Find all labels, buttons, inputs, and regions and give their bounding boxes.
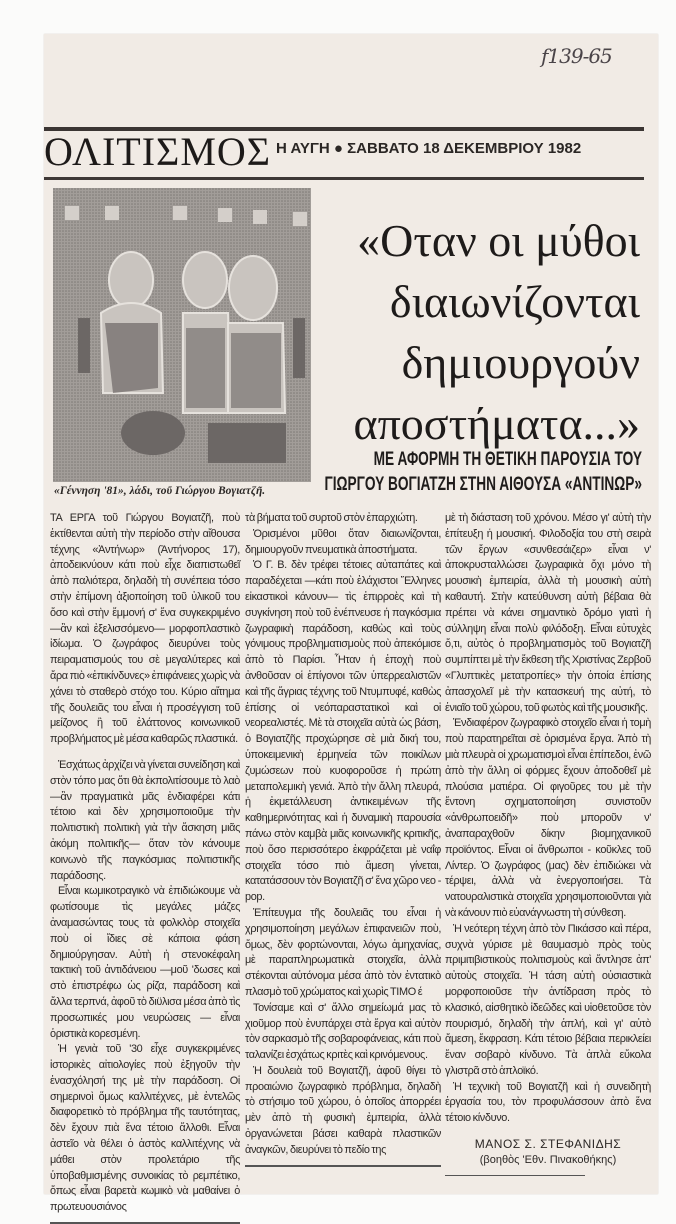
subtitle: [324, 447, 642, 497]
paragraph: Ὁ Γ. Β. δὲν τρέφει τέτοιες αὐταπάτες καὶ παραδέχεται —κάτι ποὺ ἐλάχιστοι Ἕλληνες εἰκαστικοὶ κάνουν— τὶς ἐπιρροὲς καὶ τὴ συγκίνηση ποὺ τοῦ ἐνέπνευσε ἡ παγκόσμια ζωγραφικὴ παράδοση, καθὼς καὶ τοὺς γόνιμους προβληματισμοὺς ποὺ ἀπεκόμισε ἀπὸ τὸ Παρίσι. Ἦταν ἡ ἐποχὴ ποὺ ἀνθοῦσαν οἱ ἐπίγονοι τῶν ὑπερρεαλιστῶν καὶ τῆς ἄγριας τέχνης τοῦ Ντυμπυφέ, καθὼς ἐπίσης οἱ νεόπαραστατικοὶ καὶ οἱ νεορεαλιστές. Μὲ τὰ στοιχεῖα αὐτὰ ὡς βάση, ὁ Βογιατζῆς προχώρησε σὲ μιὰ δική του, ὑποκειμενικὴ ἑρμηνεία τῶν ποικίλων ζυμώσεων ποὺ κυοφοροῦσε ἡ πρώτη μεταπολεμικὴ γενιά. Ἀπὸ τὴν ἄλλη πλευρά, ἡ ἐκμετάλλευση ἀντικειμένων τῆς καθημερινότητας καὶ ἡ δυναμικὴ παρουσία πάνω στὸν καμβὰ μιᾶς κοινωνικῆς κριτικῆς, ποὺ ὅσο περισσότερο ἐκφράζεται μὲ ναΐφ στοιχεῖα τόσο πιὸ ἄμεση γίνεται, κατατάσσουν τὸν Βογιατζῆ σ' ἕνα χῶρο νεο - pop.: [245, 559, 441, 904]
subtitle-line: ΜΕ ΑΦΟΡΜΗ ΤΗ ΘΕΤΙΚΗ ΠΑΡΟΥΣΙΑ ΤΟΥ: [373, 449, 642, 470]
photo-caption: «Γέννηση '81», λάδι, τοῦ Γιώργου Βογιατζῆ.: [54, 485, 266, 497]
paragraph: Ἡ δουλειὰ τοῦ Βογιατζῆ, ἀφοῦ θίγει τὸ προαιώνιο ζωγραφικὸ πρόβλημα, δηλαδὴ τὸ στήσιμο τοῦ χώρου, ὁ ὁποῖος ἀπορρέει μὲν ἀπὸ τὴ φυσικὴ ἐμπειρία, ἀλλὰ ὀργανώνεται βάσει καθαρὰ πλαστικῶν ἀναγκῶν, διευρύνει τὸ πεδίο της: [245, 1064, 441, 1156]
paragraph: Τονίσαμε καὶ σ' ἄλλο σημείωμά μας τὸ χιοῦμορ ποὺ ἐνυπάρχει στὰ ἔργα καὶ αὐτὸν τὸν σαρκασμὸ τῆς σοβαροφάνειας, κάτι ποὺ ταλανίζει ἐσχάτως κριτὲς καὶ κρινόμενους.: [245, 1001, 441, 1062]
paragraph: Ἐπίτευγμα τῆς δουλειᾶς του εἶναι ἡ χρησιμοποίηση μεγάλων ἐπιφανειῶν ποὺ, ὅμως, δὲν φορτώνονται, λόγω ἀμηχανίας, μὲ παραπληρωματικὰ στοιχεῖα, ἀλλὰ στέκονται αὐτόνομα μέσα ἀπὸ τὸν ἐντατικὸ πλασμὸ τοῦ χρώματος καὶ χωρὶς ΤΙΜΟ έ: [245, 906, 441, 998]
headline-line: αποστήματα...»: [353, 398, 640, 449]
paragraph: Ἡ γενιὰ τοῦ '30 εἶχε συγκεκριμένες ἱστορικὲς αἰτιολογίες ποὺ ἐξηγοῦν τὴν ἐνασχόλησή της μὲ τὴν παράδοση. Οἱ σημερινοὶ ὅμως καλλιτέχνες, μὲ ἐντελῶς διαφορετικὸ τὸ πρόβλημα τῆς ταυτότητας, δὲν ἔχουν πιὰ ἕνα τέτοιο ἄλλοθι. Εἶναι ἀστεῖο νὰ θέλει ὁ ἀστὸς καλλιτέχνης νὰ μάθει στὸν προλετάριο τῆς ὑποβαθμισμένης συνοικίας τὸ ρεμπέτικο, ὅπως εἶναι βαρετὰ κωμικὸ νὰ μαθαίνει ὁ πρωτευουσιάνος: [50, 1043, 240, 1214]
headline-line: διαιωνίζονται: [389, 276, 640, 327]
paragraph: Ἡ νεότερη τέχνη ἀπὸ τὸν Πικάσσο καὶ πέρα, συχνὰ γύρισε μὲ θαυμασμὸ πρὸς τοὺς πριμιτιβιστικοὺς πολιτισμοὺς καὶ ἄντλησε ἀπ' αὐτοὺς στοιχεῖα. Ἡ τάση αὐτὴ οὐσιαστικὰ μορφοποιοῦσε τὴν ἀντίδραση πρὸς τὸ κλασικό, αἰσθητικὸ ἰδεῶδες καὶ υἱοθετοῦσε τὸν πουρισμό, δηλαδὴ τὴν ἁπλή, καὶ γι' αὐτὸ ἄμεση, ἔκφραση. Κάτι τέτοιο βέβαια περικλείει ἕναν σοβαρὸ κίνδυνο. Τὰ ἁπλὰ εὔκολα γλιστρᾶ στὸ ἁπλοϊκό.: [445, 922, 651, 1077]
newspaper-clipping: [44, 34, 658, 1214]
masthead-rule-bottom: [44, 177, 644, 180]
paragraph: Ἐσχάτως ἀρχίζει νὰ γίνεται συνείδηση καὶ στὸν τόπο μας ὅτι θὰ ἐκπολιτίσουμε τὸ λαὸ —ἂν πραγματικὰ μᾶς ἐνδιαφέρει κάτι τέτοιο καὶ δὲν χρησιμοποιοῦμε τὴν πολιτιστικὴ πολιτικὴ γιὰ τὴν ἄσκηση μιᾶς ἀκόμη πολιτικῆς— ὅταν τὸν κάνουμε κοινωνὸ τῆς παγκόσμιας πολιτιστικῆς παράδοσης.: [50, 758, 240, 882]
article-column-3: [445, 511, 651, 1176]
headline: [300, 210, 640, 454]
author-name: ΜΑΝΟΣ Σ. ΣΤΕΦΑΝΙΔΗΣ: [474, 1137, 622, 1152]
section-title: ΟΛΙΤΙΣΜΟΣ: [44, 129, 272, 174]
painting-photo: [53, 188, 311, 482]
author-role: (βοηθὸς 'Εθν. Πινακοθήκης): [479, 1153, 617, 1166]
article-column-1: [50, 511, 240, 1224]
dateline: Η ΑΥΓΗ ● ΣΑΒΒΑΤΟ 18 ΔΕΚΕΜΒΡΙΟΥ 1982: [276, 140, 582, 157]
paragraph: Εἶναι κωμικοτραγικὸ νὰ ἐπιδιώκουμε νὰ φωτίσουμε τὶς μεγάλες μάζες ἀναμασώντας τους τὰ φολκλὸρ στοιχεῖα ποὺ οἱ ἴδιες σὲ κάποια φάση δημιούργησαν. Αὐτὴ ἡ στενοκέφαλη τακτικὴ τοῦ ἀντιδάνειου —μοῦ 'δωσες καὶ στὸ ἐπιστρέφω ὡς ρίζα, παράδοση καὶ ἄλλα τερπνά, ἀφοῦ τὸ διϋλισα μέσα ἀπὸ τὶς προσωπικές μου νευρώσεις — εἶναι ὁριστικὰ κορεσμένη.: [50, 885, 240, 1040]
column-end-rule: [245, 1165, 441, 1167]
headline-line: «Οταν οι μύθοι: [357, 215, 640, 266]
paragraph: Ἐνδιαφέρον ζωγραφικὸ στοιχεῖο εἶναι ἡ τομὴ ποὺ παρατηρεῖται σὲ ὁρισμένα ἔργα. Ἀπὸ τὴ μιὰ πλευρὰ οἱ χρωματισμοὶ εἶναι ἐπίπεδοι, ἐνῶ ἀπὸ τὴν ἄλλη οἱ φόρμες ἔχουν ἀποδοθεῖ μὲ πλούσια ματιέρα. Οἱ φιγοῦρες του μὲ τὴν ἔντονη σχηματοποίηση συνιστοῦν «ἀνθρωποειδῆ» ποὺ μποροῦν ν' ἀναπαραχθοῦν δίκην βιομηχανικοῦ προϊόντος. Εἶναι οἱ ἄνθρωποι - κοῦκλες τοῦ Λίντερ. Ὁ ζωγράφος (μας) δὲν ἐπιδιώκει νὰ τέρψει, ἀλλὰ νὰ ἐνεργοποιήσει. Τὰ νατουραλιστικὰ στοιχεῖα χρησιμοποιοῦνται γιὰ νὰ κάνουν πιὸ εὐανάγνωστη τὴ σύνθεση.: [445, 717, 651, 919]
paragraph: Ἡ τεχνικὴ τοῦ Βογιατζῆ καὶ ἡ συνειδητὴ ἐργασία του, τὸν προφυλάσσουν ἀπὸ ἕνα τέτοιο κίνδυνο.: [445, 1080, 651, 1125]
headline-line: δημιουργούν: [401, 337, 640, 388]
column-end-rule: [445, 1175, 585, 1176]
paragraph: τὰ βήματα τοῦ συρτοῦ στὸν ἐπαρχιώτη.: [245, 512, 418, 524]
paragraph: μὲ τὴ διάσταση τοῦ χρόνου. Μέσο γι' αὐτὴ τὴν ἐπίτευξη ἡ μουσική. Φιλοδοξία του στὴ σειρὰ τῶν ἔργων «συνθεσάιζερ» εἶναι ν' ἀποκρυσταλλώσει ζωγραφικὰ ὄχι μόνο τὴ μουσικὴ ἐμπειρία, ἀλλὰ τὴ μουσικὴ αὐτὴ καθαυτή. Στὴν κατεύθυνση αὐτὴ βέβαια θὰ πρέπει νὰ κάνει σημαντικὸ δρόμο γιατὶ ἡ σύλληψη εἶναι πολὺ φιλόδοξη. Εἶναι εὐτυχὲς ὅ,τι, αὐτὸς ὁ προβληματισμὸς τοῦ Βογιατζῆ συμπίπτει μὲ τὴν ἔκθεση τῆς Χριστίνας Ζερβοῦ «Γλυπτικὲς μετατροπίες» τὴν ὁποία ἐπίσης ἀπασχολεῖ μὲ τὴν κατασκευή της αὐτή, τὸ ἑνιαῖο τοῦ χώρου, τοῦ φωτὸς καὶ τῆς μουσικῆς.: [445, 512, 651, 714]
subtitle-line: ΓΙΩΡΓΟΥ ΒΟΓΙΑΤΖΗ ΣΤΗΝ ΑΙΘΟΥΣΑ «ΑΝΤΙΝΩΡ»: [324, 474, 642, 495]
handwritten-archive-note: f139-65: [541, 44, 612, 68]
paragraph: ΤΑ ΕΡΓΑ τοῦ Γιώργου Βογιατζῆ, ποὺ ἐκτίθενται αὐτὴ τὴν περίοδο στὴν αἴθουσα τέχνης «Ἀντήνωρ» (Ἀντήνορος 17), ἀποδεικνύουν κάτι ποὺ εἶχε διαπιστωθεῖ ἀπὸ παλιότερα, δηλαδὴ τὴ συνέπεια τόσο στὴν ἐπίμονη ἀξιοποίηση τοῦ ὑλικοῦ του ὅσο καὶ στὴν ἔμμονή σ' ἕνα συγκεκριμένο —ἂν καὶ ἐξελισσόμενο— μορφοπλαστικὸ ἰδίωμα. Ὁ ζωγράφος διευρύνει τοὺς πειραματισμούς του σὲ μεγαλύτερες καὶ ἄρα πιὸ «ἐπικίνδυνες» ἐπιφάνειες χωρὶς νὰ χάνει τὸ σταθερὸ στόχο του. Κύριο αἴτημα τῆς δουλειᾶς του εἶναι ἡ προσέγγιση τοῦ μείζονος ἢ τοῦ ἐλάττονος κοινωνικοῦ προβλήματος μὲ μέσα καθαρῶς πλαστικά.: [50, 512, 240, 746]
paragraph: Ὁρισμένοι μῦθοι ὅταν διαιωνίζονται, δημιουργοῦν πνευματικὰ ἀποστήματα.: [245, 527, 441, 556]
article-column-2: [245, 511, 441, 1167]
